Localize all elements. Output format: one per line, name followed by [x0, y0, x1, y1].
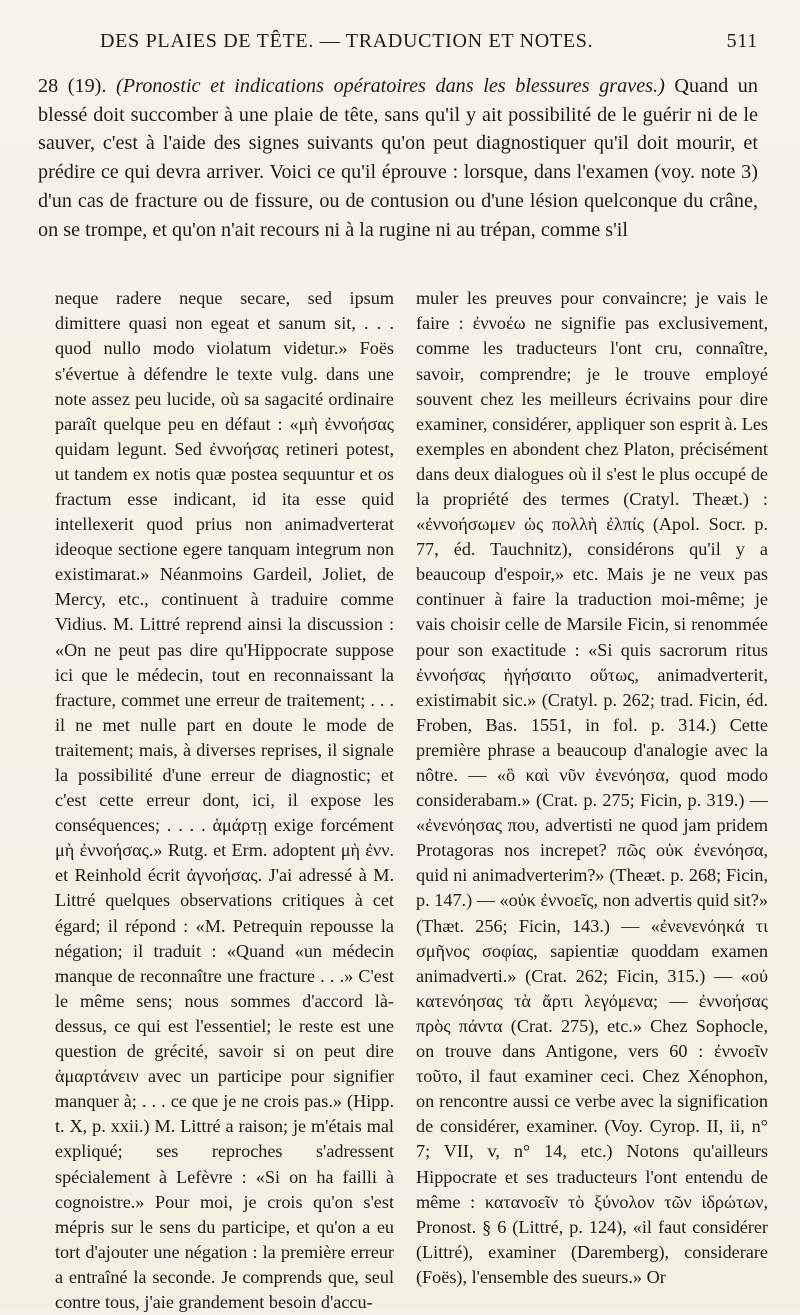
intro-text: Quand un blessé doit succomber à une plaie de tête, sans qu'il y ait possibilité de le guérir ni de le sauver, c'est à l'aide des signes suivants qu'on peut diagnostiquer qu'il doit mourir, et prédire ce qui devra arriver. Voici ce qu'il éprouve : lorsque, dans l'examen (voy. note 3) d'un cas de fracture ou de fissure, ou de contusion ou d'une lésion quelconque du crâne, on se trompe, et qu'on n'ait recours ni à la rugine ni au trépan, comme s'il	[38, 75, 758, 241]
left-column	[38, 286, 394, 1315]
section-number: 28 (19).	[38, 75, 117, 97]
section-title: (Pronostic et indications opératoires dans les blessures graves.)	[116, 75, 665, 97]
right-column	[412, 286, 768, 1290]
left-column-text: neque radere neque secare, sed ipsum dimittere quasi non egeat et sanum sit, . . . quod nullo modo violatum videtur.» Foës s'évertue à défendre le texte vulg. dans une note assez peu lucide, où sa sagacité ordinaire paraît quelque peu en défaut : «μὴ ἐννοήσας quidam legunt. Sed ἐννοήσας retineri potest, ut tandem ex notis quæ postea sequuntur et os fractum esse indicant, id ita esse quid intellexerit quod prius non animadverterat ideoque sectione egere tanquam integrum non existimarat.» Néanmoins Gardeil, Joliet, de Mercy, etc., continuent à traduire comme Vidius. M. Littré reprend ainsi la discussion : «On ne peut pas dire qu'Hippocrate suppose ici que le médecin, tout en reconnaissant la fracture, commet une erreur de traitement; . . . il ne met nulle part en doute le mode de traitement; mais, à diverses reprises, il signale la possibilité d'une erreur de diagnostic; et c'est cette erreur dont, ici, il expose les conséquences; . . . . ἁμάρτῃ exige forcément μὴ ἐννοήσας.» Rutg. et Erm. adoptent μὴ ἐνν. et Reinhold écrit ἀγνοήσας. J'ai adressé à M. Littré quelques observations critiques à cet égard; il répond : «M. Petrequin repousse la négation; il traduit : «Quand «un médecin manque de reconnaître une fracture . . .» C'est le même sens; nous sommes d'accord là-dessus, ce qui est l'essentiel; le reste est une question de grécité, savoir si on peut dire ἁμαρτάνειν avec un participe pour signifier manquer à; . . . ce que je ne crois pas.» (Hipp. t. X, p. xxii.) M. Littré a raison; je m'étais mal expliqué; ses reproches s'adressent spécialement à Lefèvre : «Si on ha failli à cognoistre.» Pour moi, je crois qu'on s'est mépris sur le sens du participe, et qu'on a eu tort d'ajouter une négation : la première erreur a entraîné la seconde. Je comprends que, seul contre tous, j'aie grandement besoin d'accu-	[55, 288, 394, 1312]
page-number: 511	[726, 30, 758, 52]
running-head: DES PLAIES DE TÊTE. — TRADUCTION ET NOTES.	[100, 30, 594, 52]
right-column-text: muler les preuves pour convaincre; je vais le faire : ἐννοέω ne signifie pas exclusivement, comme les traducteurs l'ont cru, connaître, savoir, comprendre; je le trouve employé souvent chez les meilleurs écrivains pour dire examiner, considérer, appliquer son esprit à. Les exemples en abondent chez Platon, précisément dans deux dialogues où il s'est le plus occupé de la propriété des termes (Cratyl. Theæt.) : «ἐννοήσωμεν ὡς πολλὴ ἐλπίς (Apol. Socr. p. 77, éd. Tauchnitz), considérons qu'il y a beaucoup d'espoir,» etc. Mais je ne veux pas continuer à faire la traduction moi-même; je vais choisir celle de Marsile Ficin, si renommée pour son exactitude : «Si quis sacrorum ritus ἐννοήσας ἡγήσαιτο οὕτως, animadverterit, existimabit sic.» (Cratyl. p. 262; trad. Ficin, éd. Froben, Bas. 1551, in fol. p. 314.) Cette première phrase a beaucoup d'analogie avec la nôtre. — «ὃ καὶ νῦν ἐνενόησα, quod modo considerabam.» (Crat. p. 275; Ficin, p. 319.) — «ἐνενόησας που, advertisti ne quod jam pridem Protagoras nos increpet? πῶς οὐκ ἐνενόησα, quid ni animadverterim?» (Theæt. p. 268; Ficin, p. 147.) — «οὐκ ἐννοεῖς, non advertis quid sit?» (Thæt. 256; Ficin, 143.) — «ἐνενενόηκά τι σμῆνος σοφίας, sapientiæ quoddam examen animadverti.» (Crat. 262; Ficin, 315.) — «οὐ κατενόησας τὰ ἄρτι λεγόμενα; — ἐννοήσας πρὸς πάντα (Crat. 275), etc.» Chez Sophocle, on trouve dans Antigone, vers 60 : ἐννοεῖν τοῦτο, il faut examiner ceci. Chez Xénophon, on rencontre aussi ce verbe avec la signification de considérer, examiner. (Voy. Cyrop. II, ii, n° 7; VII, v, n° 14, etc.) Notons qu'ailleurs Hippocrate et ses traducteurs l'ont entendu de même : κατανοεῖν τὸ ξύνολον τῶν ἱδρώτων, Pronost. § 6 (Littré, p. 124), «il faut considérer (Littré), examiner (Daremberg), considerare (Foës), l'ensemble des sueurs.» Or	[416, 288, 768, 1287]
two-column-notes	[38, 286, 768, 1315]
page-header	[38, 30, 758, 62]
intro-paragraph	[38, 72, 758, 244]
